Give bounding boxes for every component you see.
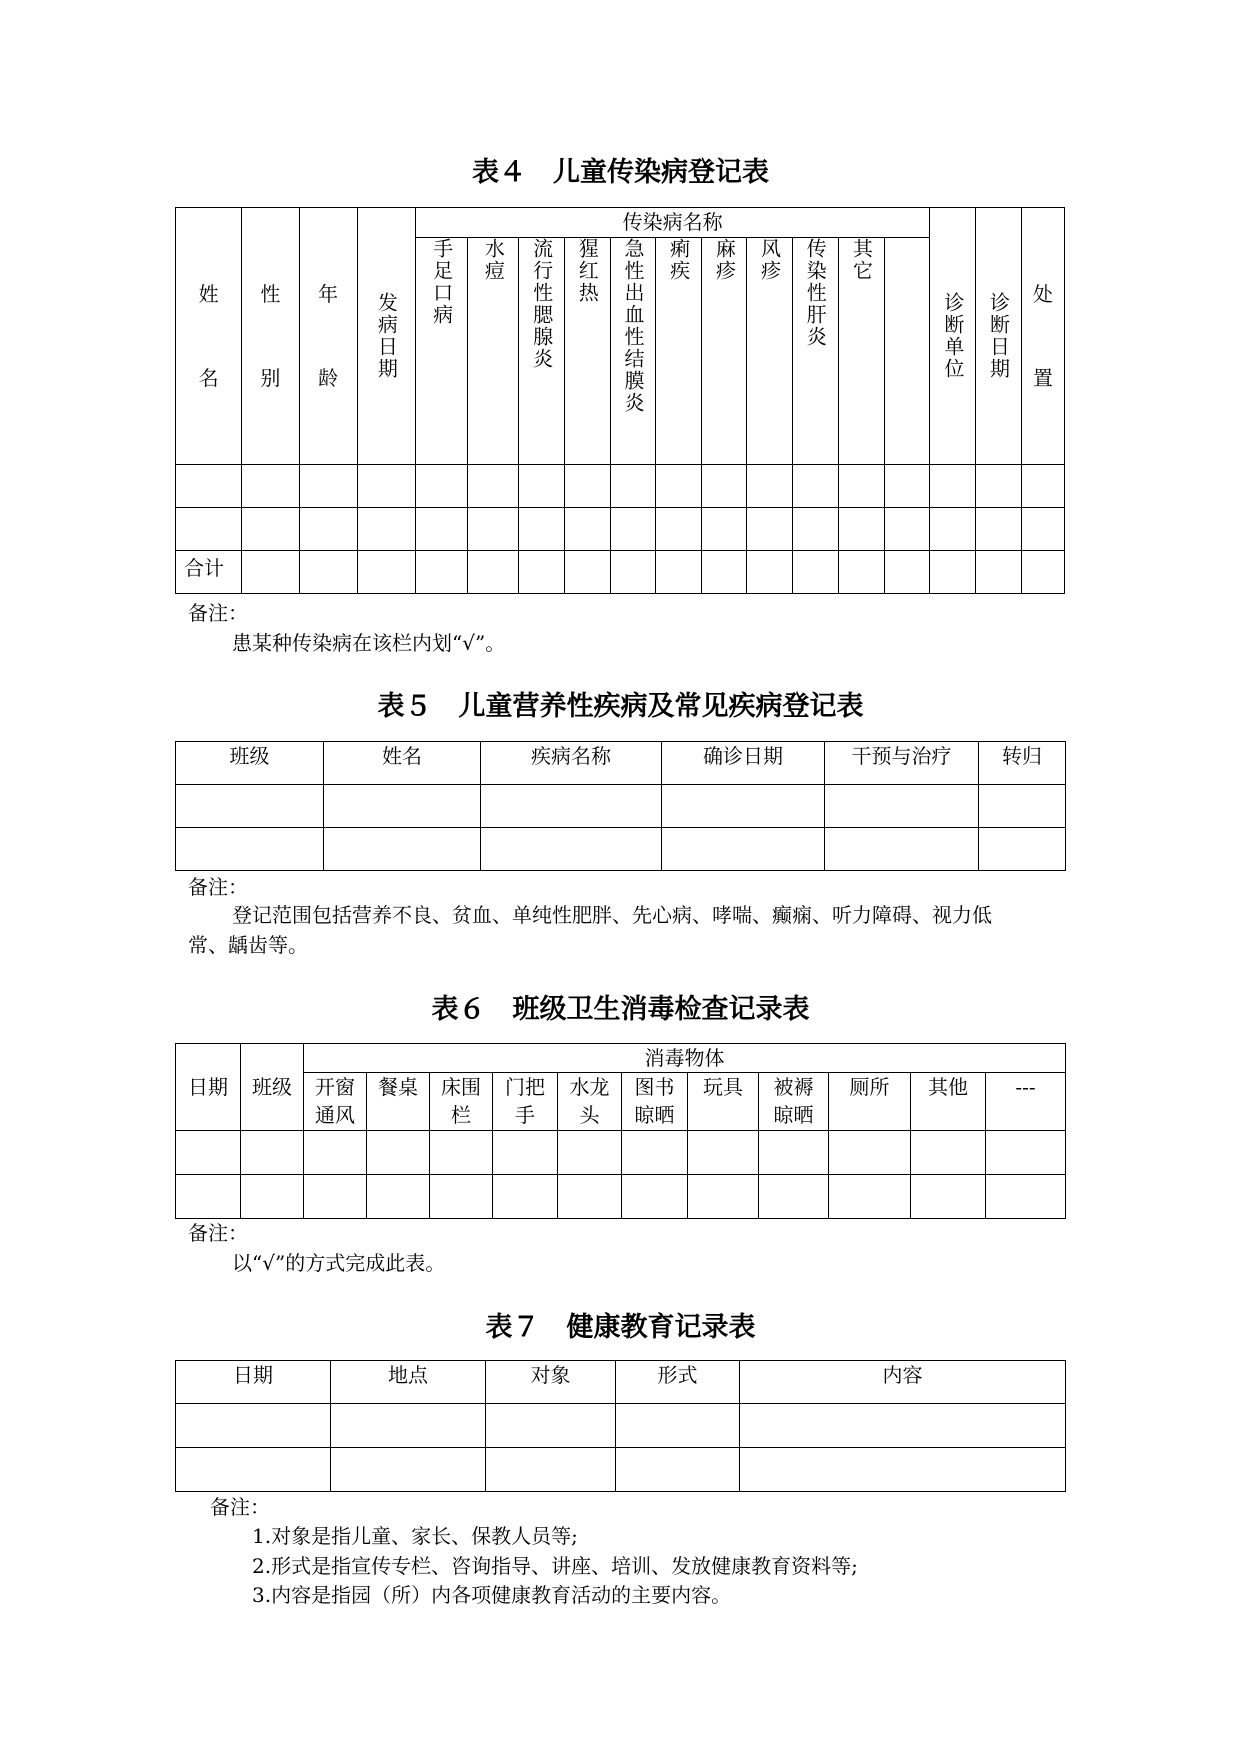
disease-col: 痢疾 [656, 238, 702, 465]
table-row [176, 508, 1065, 551]
col-name-header: 姓 名 [176, 208, 242, 465]
disease-col: 急性出血性结膜炎 [610, 238, 655, 465]
table6 [175, 1043, 1066, 1219]
disease-col: 风疹 [747, 238, 792, 465]
table7-title: 表７ 健康教育记录表 [485, 1312, 756, 1343]
header-confirm-date: 确诊日期 [662, 742, 825, 785]
table5 [175, 741, 1066, 871]
table5-note-line1: 登记范围包括营养不良、贫血、单纯性肥胖、先心病、哮喘、癫痫、听力障碍、视力低 [232, 903, 992, 927]
table7 [175, 1360, 1066, 1492]
col-sex-header: 性 别 [242, 208, 299, 465]
disease-col: 麻疹 [702, 238, 747, 465]
table5-header-row [176, 742, 1066, 785]
col-unit-header: 诊断单位 [930, 208, 976, 465]
table5-title: 表５ 儿童营养性疾病及常见疾病登记表 [377, 691, 864, 722]
item-col: 厕所 [829, 1073, 911, 1131]
table4-note-label: 备注： [188, 601, 248, 625]
table-row [176, 1448, 1066, 1492]
table-row [176, 828, 1066, 871]
header-class: 班级 [241, 1044, 304, 1131]
disinfect-group-header: 消毒物体 [304, 1044, 1066, 1073]
disease-col: 其它 [838, 238, 884, 465]
header-content: 内容 [740, 1361, 1066, 1404]
table4-title: 表４ 儿童传染病登记表 [472, 157, 769, 188]
disease-col: 水痘 [468, 238, 519, 465]
item-col: 其他 [911, 1073, 986, 1131]
item-col: 门把 手 [493, 1073, 558, 1131]
item-col: --- [986, 1073, 1066, 1131]
item-col: 开窗 通风 [304, 1073, 367, 1131]
table7-note-1: 1.对象是指儿童、家长、保教人员等; [252, 1524, 578, 1548]
table5-note-label: 备注： [188, 875, 248, 899]
header-date: 日期 [176, 1044, 241, 1131]
disease-col: 猩红热 [564, 238, 610, 465]
table-row [176, 1131, 1066, 1175]
table5-note-line2: 常、龋齿等。 [188, 933, 308, 957]
table7-header-row [176, 1361, 1066, 1404]
disease-col: 手足口病 [416, 238, 468, 465]
table-row [176, 1404, 1066, 1448]
header-disease: 疾病名称 [481, 742, 662, 785]
disease-group-header: 传染病名称 [416, 208, 930, 238]
header-target: 对象 [486, 1361, 616, 1404]
col-treat-header: 处 置 [1021, 208, 1064, 465]
disease-col: 流行性腮腺炎 [519, 238, 564, 465]
item-col: 被褥 晾晒 [759, 1073, 829, 1131]
disease-col [884, 238, 929, 465]
col-onset-header: 发病日期 [357, 208, 415, 465]
table-row [176, 785, 1066, 828]
table6-note-text: 以“√”的方式完成此表。 [232, 1251, 446, 1275]
table7-note-label: 备注： [210, 1495, 270, 1519]
item-col: 水龙 头 [558, 1073, 622, 1131]
table-row [176, 1175, 1066, 1219]
table-row [176, 465, 1065, 508]
header-form: 形式 [616, 1361, 740, 1404]
total-label: 合计 [176, 551, 242, 594]
table6-title: 表６ 班级卫生消毒检查记录表 [431, 994, 810, 1025]
table6-note-label: 备注： [188, 1221, 248, 1245]
item-col: 玩具 [688, 1073, 759, 1131]
table7-note-3: 3.内容是指园（所）内各项健康教育活动的主要内容。 [252, 1583, 732, 1607]
col-diag-date-header: 诊断日期 [976, 208, 1021, 465]
header-class: 班级 [176, 742, 324, 785]
item-col: 餐桌 [367, 1073, 430, 1131]
total-row [176, 551, 1065, 594]
header-place: 地点 [331, 1361, 486, 1404]
table4-note-text: 患某种传染病在该栏内划“√”。 [232, 631, 506, 655]
header-intervention: 干预与治疗 [825, 742, 979, 785]
col-age-header: 年 龄 [299, 208, 357, 465]
item-col: 床围 栏 [430, 1073, 493, 1131]
disease-col: 传染性肝炎 [792, 238, 838, 465]
header-name: 姓名 [324, 742, 481, 785]
table4 [175, 207, 1065, 594]
header-outcome: 转归 [979, 742, 1066, 785]
table7-note-2: 2.形式是指宣传专栏、咨询指导、讲座、培训、发放健康教育资料等; [252, 1554, 858, 1578]
header-date: 日期 [176, 1361, 331, 1404]
item-col: 图书 晾晒 [622, 1073, 688, 1131]
